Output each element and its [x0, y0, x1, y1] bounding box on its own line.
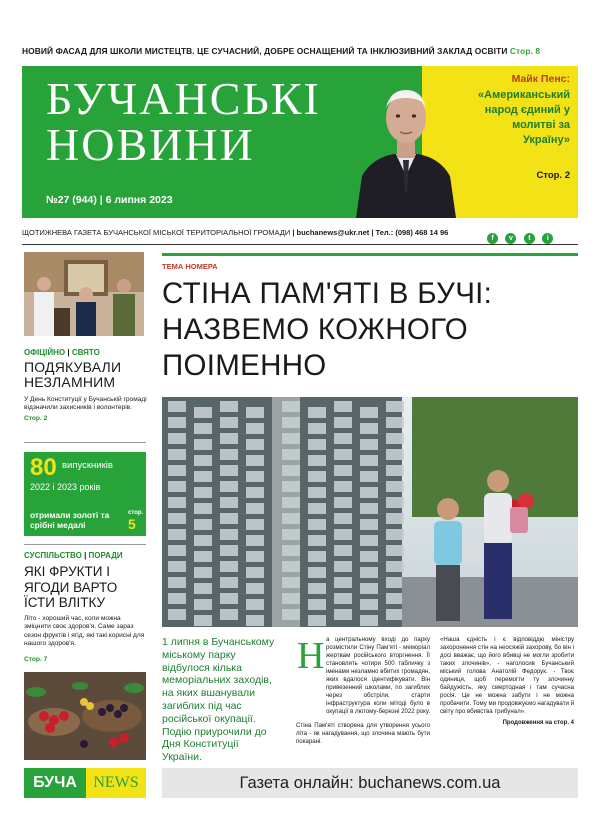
memorial-plaque — [308, 567, 326, 578]
memorial-plaque — [168, 513, 186, 524]
divider — [24, 442, 146, 443]
memorial-plaque — [282, 481, 300, 492]
section-label: СУСПІЛЬСТВО — [24, 551, 82, 560]
article-col1-p2: Стіна Пам'яті створена для утворення усього літа - як нагадування, що злочина мають бути покарані. — [296, 722, 430, 745]
promo-text: отримали золоті та срібні медалі — [30, 510, 110, 530]
footer-logo-buch: БУЧА — [24, 768, 86, 798]
memorial-plaque — [308, 455, 326, 466]
memorial-plaque — [386, 417, 404, 428]
memorial-plaque — [194, 583, 212, 594]
top-teaser-text: НОВИЙ ФАСАД ДЛЯ ШКОЛИ МИСТЕЦТВ. ЦЕ СУЧАСНИЙ, ДОБРЕ ОСНАЩЕНИЙ ТА ІНКЛЮЗИВНИЙ ЗАКЛАД ОСВІТИ — [22, 46, 508, 56]
promo-unit: випускників — [62, 460, 113, 471]
divider — [22, 244, 578, 245]
memorial-plaque — [334, 609, 352, 620]
memorial-plaque — [282, 417, 300, 428]
memorial-plaque — [168, 417, 186, 428]
top-teaser-page: Стор. 8 — [509, 46, 541, 56]
memorial-plaque — [220, 561, 238, 572]
memorial-plaque — [282, 577, 300, 588]
memorial-plaque — [334, 417, 352, 428]
memorial-plaque — [308, 535, 326, 546]
memorial-plaque — [220, 497, 238, 508]
masthead-title-line1: БУЧАНСЬКІ — [46, 73, 321, 124]
telegram-icon[interactable]: t — [524, 233, 535, 244]
memorial-plaque — [220, 593, 238, 604]
memorial-plaque — [168, 449, 186, 460]
memorial-plaque — [386, 593, 404, 604]
memorial-plaque — [246, 599, 264, 610]
story1-page-link[interactable]: Стор. 2 — [24, 415, 48, 422]
issue-info: №27 (944) | 6 липня 2023 — [46, 194, 173, 206]
story1-body: У День Конституції у Бучанській громаді відзначили захисників і волонтерів. — [24, 396, 147, 412]
memorial-plaque — [220, 401, 238, 412]
promo-years: 2022 і 2023 років — [30, 482, 101, 492]
masthead — [22, 66, 578, 218]
memorial-plaque — [308, 439, 326, 450]
memorial-plaque — [308, 599, 326, 610]
continued-link[interactable]: Продовження на стор. 4 — [502, 720, 574, 726]
memorial-plaque — [334, 401, 352, 412]
memorial-plaque — [220, 433, 238, 444]
memorial-plaque — [168, 577, 186, 588]
article-col1-p1: а центральному вході до парку розмістили Стіну Пам'яті - меморіал жертвам російського вторгнення. Її становлять чотири 500 табличку з іменами незламно вбитих громадян, яких вдалося ідентифікувати. Він привезенний школами, по загиблих через обстріли, старти інфраструктура коли мітоді було в окупації в лютому-березні 2022 року. — [326, 636, 431, 715]
memorial-plaque — [308, 503, 326, 514]
memorial-plaque — [246, 439, 264, 450]
memorial-plaque — [334, 577, 352, 588]
memorial-plaque — [246, 615, 264, 626]
memorial-plaque — [282, 561, 300, 572]
memorial-plaque — [360, 503, 378, 514]
story2-page-link[interactable]: Стор. 7 — [24, 656, 48, 663]
feature-name: Майк Пенс: — [511, 73, 570, 85]
memorial-plaque — [246, 487, 264, 498]
memorial-plaque — [194, 423, 212, 434]
story2-title[interactable]: ЯКІ ФРУКТИ І ЯГОДИ ВАРТО ЇСТИ ВЛІТКУ — [24, 564, 118, 610]
memorial-plaque — [308, 423, 326, 434]
topic-label: ТЕМА НОМЕРА — [162, 262, 218, 271]
memorial-plaque — [246, 503, 264, 514]
tagline: ЩОТИЖНЕВА ГАЗЕТА БУЧАНСЬКОЇ МІСЬКОЇ ТЕРИТОРІАЛЬНОЇ ГРОМАДИ — [22, 228, 291, 237]
memorial-plaque — [194, 551, 212, 562]
memorial-plaque — [194, 519, 212, 530]
memorial-plaque — [282, 465, 300, 476]
graduates-promo[interactable] — [24, 452, 146, 536]
story2-section: СУСПІЛЬСТВО | ПОРАДИ — [24, 551, 123, 560]
memorial-plaque — [386, 577, 404, 588]
memorial-plaque — [246, 423, 264, 434]
accent-bar — [162, 253, 578, 256]
story1-title[interactable]: ПОДЯКУВАЛИ НЕЗЛАМНИМ — [24, 359, 122, 390]
memorial-plaque — [194, 439, 212, 450]
memorial-plaque — [386, 497, 404, 508]
memorial-plaque — [282, 593, 300, 604]
memorial-plaque — [386, 561, 404, 572]
memorial-plaque — [194, 599, 212, 610]
ceremony-photo[interactable] — [24, 252, 144, 336]
memorial-plaque — [194, 407, 212, 418]
memorial-plaque — [168, 433, 186, 444]
memorial-plaque — [386, 513, 404, 524]
memorial-plaque — [308, 487, 326, 498]
lead-paragraph: 1 липня в Бучанському міському парку відбулося кілька меморіальних заходів, на яких вшанували загиблих під час російської окупації. Подію приурочили до Дня Конституції України. — [162, 636, 275, 764]
memorial-plaque — [220, 577, 238, 588]
memorial-plaque — [282, 401, 300, 412]
feature-page: Стор. 2 — [536, 170, 570, 181]
memorial-plaque — [334, 561, 352, 572]
memorial-plaque — [282, 433, 300, 444]
contacts: | buchanews@ukr.net | Тел.: (098) 468 14 96 — [292, 228, 449, 237]
memorial-plaque — [246, 535, 264, 546]
memorial-plaque — [386, 481, 404, 492]
memorial-plaque — [246, 455, 264, 466]
berries-photo[interactable] — [24, 672, 146, 760]
memorial-plaque — [360, 423, 378, 434]
facebook-icon[interactable]: f — [487, 233, 498, 244]
memorial-plaque — [360, 535, 378, 546]
memorial-plaque — [334, 433, 352, 444]
memorial-plaque — [282, 545, 300, 556]
memorial-plaque — [282, 609, 300, 620]
instagram-icon[interactable]: i — [542, 233, 553, 244]
memorial-plaque — [360, 487, 378, 498]
memorial-plaque — [360, 407, 378, 418]
memorial-plaque — [360, 599, 378, 610]
memorial-plaque — [308, 551, 326, 562]
memorial-plaque — [282, 497, 300, 508]
divider — [24, 544, 146, 545]
memorial-plaque — [334, 545, 352, 556]
footer-online-link[interactable]: Газета онлайн: buchanews.com.ua — [162, 768, 578, 798]
memorial-plaque — [360, 551, 378, 562]
memorial-plaque — [246, 519, 264, 530]
memorial-plaque — [194, 615, 212, 626]
memorial-plaque — [334, 529, 352, 540]
memorial-plaque — [220, 609, 238, 620]
drop-cap: Н — [297, 635, 325, 677]
memorial-plaque — [168, 465, 186, 476]
memorial-plaque — [168, 593, 186, 604]
memorial-plaque — [220, 417, 238, 428]
footer-logo[interactable] — [24, 768, 146, 798]
article-col2-p1: «Наша єдність і є відповіддю міністру захоронення стін на неосяжій захорову, бо він і досі вважає, що його вбивці не могли зробити таких злочинів», - наголосив Бучанський міський голова Анатолій Федорук. - Твоє одиниця, щоб перемогти ту злочинну байдужість, яку смертодная і там сучасна росія. Це не можна забути і не можна пробачити. Тому ми продовжуємо нагадувати й світу про вбивства трибунал». — [440, 636, 574, 715]
feature-quote: «Американський народ єдиний у молитві за Україну» — [478, 89, 570, 146]
memorial-plaque — [168, 497, 186, 508]
memorial-plaque — [360, 455, 378, 466]
memorial-plaque — [194, 535, 212, 546]
memorial-plaque — [360, 583, 378, 594]
memorial-plaque — [220, 513, 238, 524]
memorial-plaque — [194, 455, 212, 466]
memorial-plaque — [220, 529, 238, 540]
memorial-plaque — [220, 545, 238, 556]
main-headline[interactable]: СТІНА ПАМ'ЯТІ В БУЧІ: НАЗВЕМО КОЖНОГО ПОІМЕННО — [162, 277, 493, 382]
promo-page-number: 5 — [128, 516, 136, 532]
memorial-plaque — [194, 471, 212, 482]
footer-logo-news: NEWS — [86, 768, 146, 798]
promo-number: 80 — [30, 454, 57, 481]
masthead-title-line2: НОВИНИ — [46, 119, 255, 170]
memorial-plaque — [246, 471, 264, 482]
memorial-plaque — [334, 497, 352, 508]
memorial-plaque — [308, 407, 326, 418]
memorial-plaque — [334, 465, 352, 476]
memorial-plaque — [308, 583, 326, 594]
memorial-plaque — [360, 471, 378, 482]
memorial-plaque — [246, 583, 264, 594]
memorial-plaque — [194, 487, 212, 498]
memorial-plaque — [334, 449, 352, 460]
viber-icon[interactable]: v — [505, 233, 516, 244]
memorial-plaque — [246, 407, 264, 418]
memorial-plaque — [360, 615, 378, 626]
memorial-plaque — [386, 545, 404, 556]
memorial-plaque — [194, 503, 212, 514]
memorial-wall-photo[interactable] — [162, 397, 578, 627]
memorial-plaque — [386, 529, 404, 540]
memorial-plaque — [168, 545, 186, 556]
promo-page-label: стор. — [128, 510, 144, 516]
memorial-plaque — [308, 471, 326, 482]
memorial-plaque — [220, 449, 238, 460]
story2-body: Літо - хороший час, коли можна зміцнити своє здоров'я. Саме зараз сезон фруктів і ягід, які такі корисні для нашого здоров'я. — [24, 615, 145, 648]
article-column-2 — [440, 636, 574, 716]
memorial-plaque — [168, 401, 186, 412]
memorial-plaque — [360, 567, 378, 578]
memorial-plaque — [308, 519, 326, 530]
memorial-plaque — [334, 593, 352, 604]
memorial-plaque — [386, 433, 404, 444]
subheader — [22, 228, 448, 237]
memorial-plaque — [386, 401, 404, 412]
memorial-plaque — [168, 561, 186, 572]
social-icons — [487, 227, 556, 242]
memorial-plaque — [360, 519, 378, 530]
memorial-plaque — [386, 465, 404, 476]
memorial-plaque — [168, 481, 186, 492]
portrait-photo — [352, 72, 460, 218]
memorial-plaque — [334, 481, 352, 492]
memorial-plaque — [360, 439, 378, 450]
memorial-plaque — [220, 465, 238, 476]
memorial-plaque — [308, 615, 326, 626]
story1-section: ОФІЦІЙНО | СВЯТО — [24, 348, 100, 357]
memorial-plaque — [386, 449, 404, 460]
memorial-plaque — [282, 449, 300, 460]
memorial-plaque — [246, 567, 264, 578]
memorial-plaque — [334, 513, 352, 524]
subsection-label: СВЯТО — [71, 348, 100, 357]
subsection-label: ПОРАДИ — [88, 551, 123, 560]
memorial-plaque — [168, 529, 186, 540]
memorial-plaque — [246, 551, 264, 562]
memorial-plaque — [168, 609, 186, 620]
memorial-plaque — [282, 513, 300, 524]
memorial-plaque — [282, 529, 300, 540]
section-label: ОФІЦІЙНО — [24, 348, 66, 357]
memorial-plaque — [194, 567, 212, 578]
memorial-plaque — [386, 609, 404, 620]
top-teaser[interactable] — [22, 46, 582, 56]
memorial-plaque — [220, 481, 238, 492]
